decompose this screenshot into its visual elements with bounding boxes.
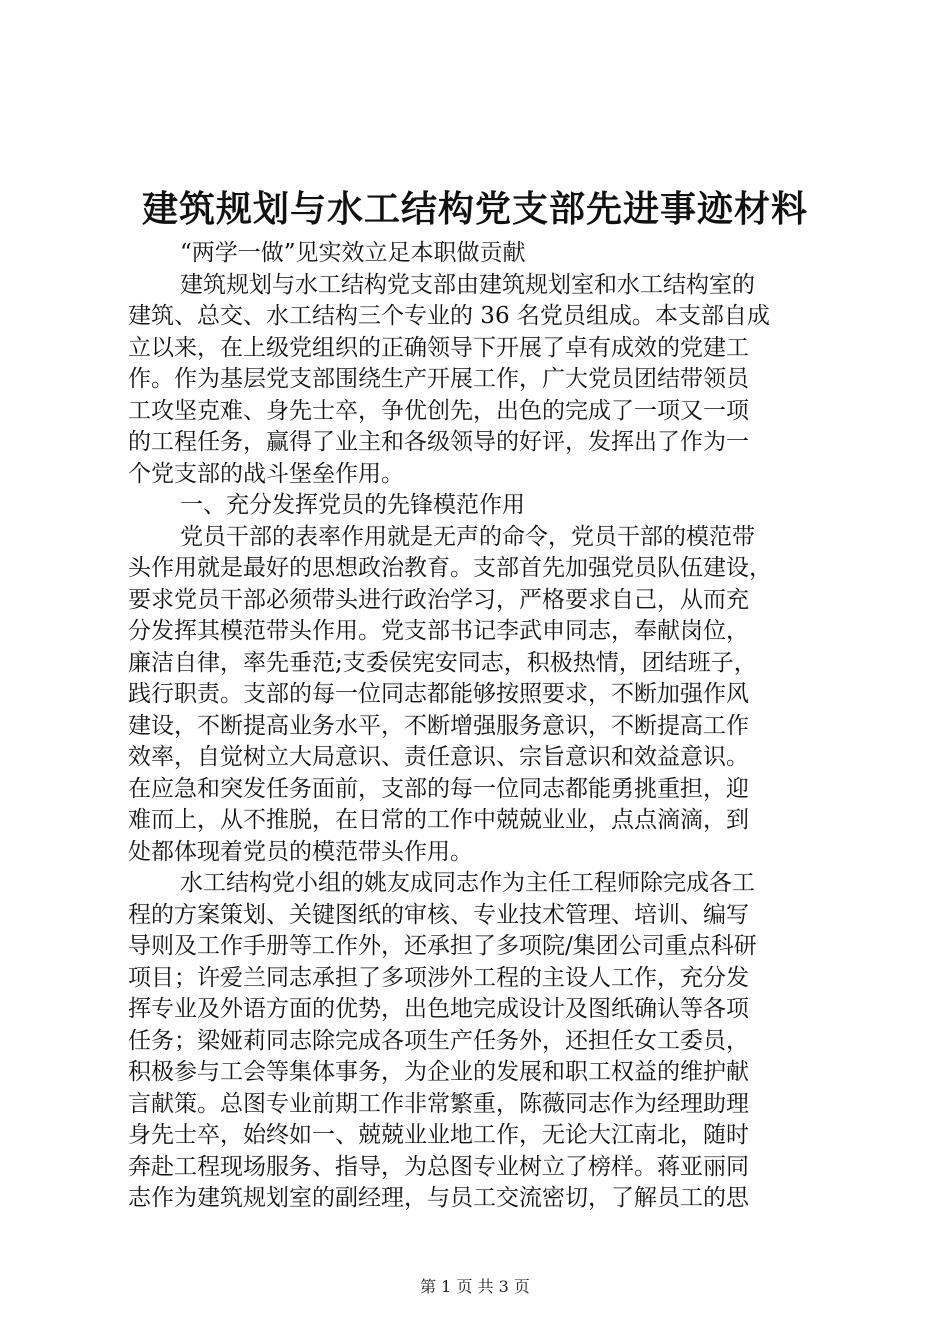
text-line: 要求党员干部必须带头进行政治学习，严格要求自己，从而充 (128, 586, 749, 613)
text-line: 奔赴工程现场服务、指导，为总图专业树立了榜样。蒋亚丽同 (128, 1153, 749, 1180)
text-line: 头作用就是最好的思想政治教育。支部首先加强党员队伍建设， (128, 555, 772, 581)
text-line: 处都体现着党员的模范带头作用。 (128, 838, 473, 865)
text-line: 建设，不断提高业务水平，不断增强服务意识，不断提高工作 (128, 712, 749, 739)
text-line: 建筑规划与水工结构党支部由建筑规划室和水工结构室的 (180, 271, 755, 298)
text-line: 程的方案策划、关键图纸的审核、专业技术管理、培训、编写 (128, 901, 749, 928)
text-line: 身先士卒，始终如一、兢兢业业地工作，无论大江南北，随时 (128, 1122, 749, 1148)
text-line: 水工结构党小组的姚友成同志作为主任工程师除完成各工 (180, 870, 755, 896)
text-line: 工攻坚克难、身先士卒，争优创先，出色的完成了一项又一项 (128, 397, 749, 424)
text-line: 个党支部的战斗堡垒作用。 (128, 460, 404, 487)
text-line: 立以来，在上级党组织的正确领导下开展了卓有成效的党建工 (128, 334, 749, 361)
text-line: 效率，自觉树立大局意识、责任意识、宗旨意识和效益意识。 (128, 744, 749, 770)
text-line: 积极参与工会等集体事务，为企业的发展和职工权益的维护献 (128, 1059, 749, 1085)
text-line: 廉洁自律，率先垂范;支委侯宪安同志，积极热情，团结班子， (128, 649, 757, 676)
text-line: 难而上，从不推脱，在日常的工作中兢兢业业，点点滴滴，到 (128, 807, 749, 833)
text-line: 的工程任务，赢得了业主和各级领导的好评，发挥出了作为一 (128, 429, 749, 455)
text-line: 党员干部的表率作用就是无声的命令，党员干部的模范带 (180, 523, 755, 550)
text-line: 言献策。总图专业前期工作非常繁重，陈薇同志作为经理助理 (128, 1090, 749, 1117)
text-line: 项目；许爱兰同志承担了多项涉外工程的主设人工作，充分发 (128, 964, 749, 991)
text-line: 志作为建筑规划室的副经理，与员工交流密切，了解员工的思 (128, 1185, 749, 1211)
document-body (128, 238, 828, 1215)
text-line: “两学一做”见实效立足本职做贡献 (180, 240, 526, 266)
text-line: 建筑、总交、水工结构三个专业的 36 名党员组成。本支部自成 (128, 303, 770, 329)
text-line: 践行职责。支部的每一位同志都能够按照要求，不断加强作风 (128, 681, 749, 707)
text-line: 挥专业及外语方面的优势，出色地完成设计及图纸确认等各项 (128, 996, 749, 1022)
text-line: 在应急和突发任务面前，支部的每一位同志都能勇挑重担，迎 (128, 775, 749, 802)
text-line: 任务；梁娅莉同志除完成各项生产任务外，还担任女工委员， (128, 1027, 749, 1054)
document-title: 建筑规划与水工结构党支部先进事迹材料 (141, 188, 808, 230)
text-line: 分发挥其模范带头作用。党支部书记李武申同志，奉献岗位， (128, 618, 749, 644)
text-line: 作。作为基层党支部围绕生产开展工作，广大党员团结带领员 (128, 366, 749, 392)
page-footer: 第 1 页 共 3 页 (420, 1277, 530, 1296)
text-line: 一、充分发挥党员的先锋模范作用 (180, 492, 525, 518)
text-line: 导则及工作手册等工作外，还承担了多项院/集团公司重点科研 (128, 933, 757, 959)
